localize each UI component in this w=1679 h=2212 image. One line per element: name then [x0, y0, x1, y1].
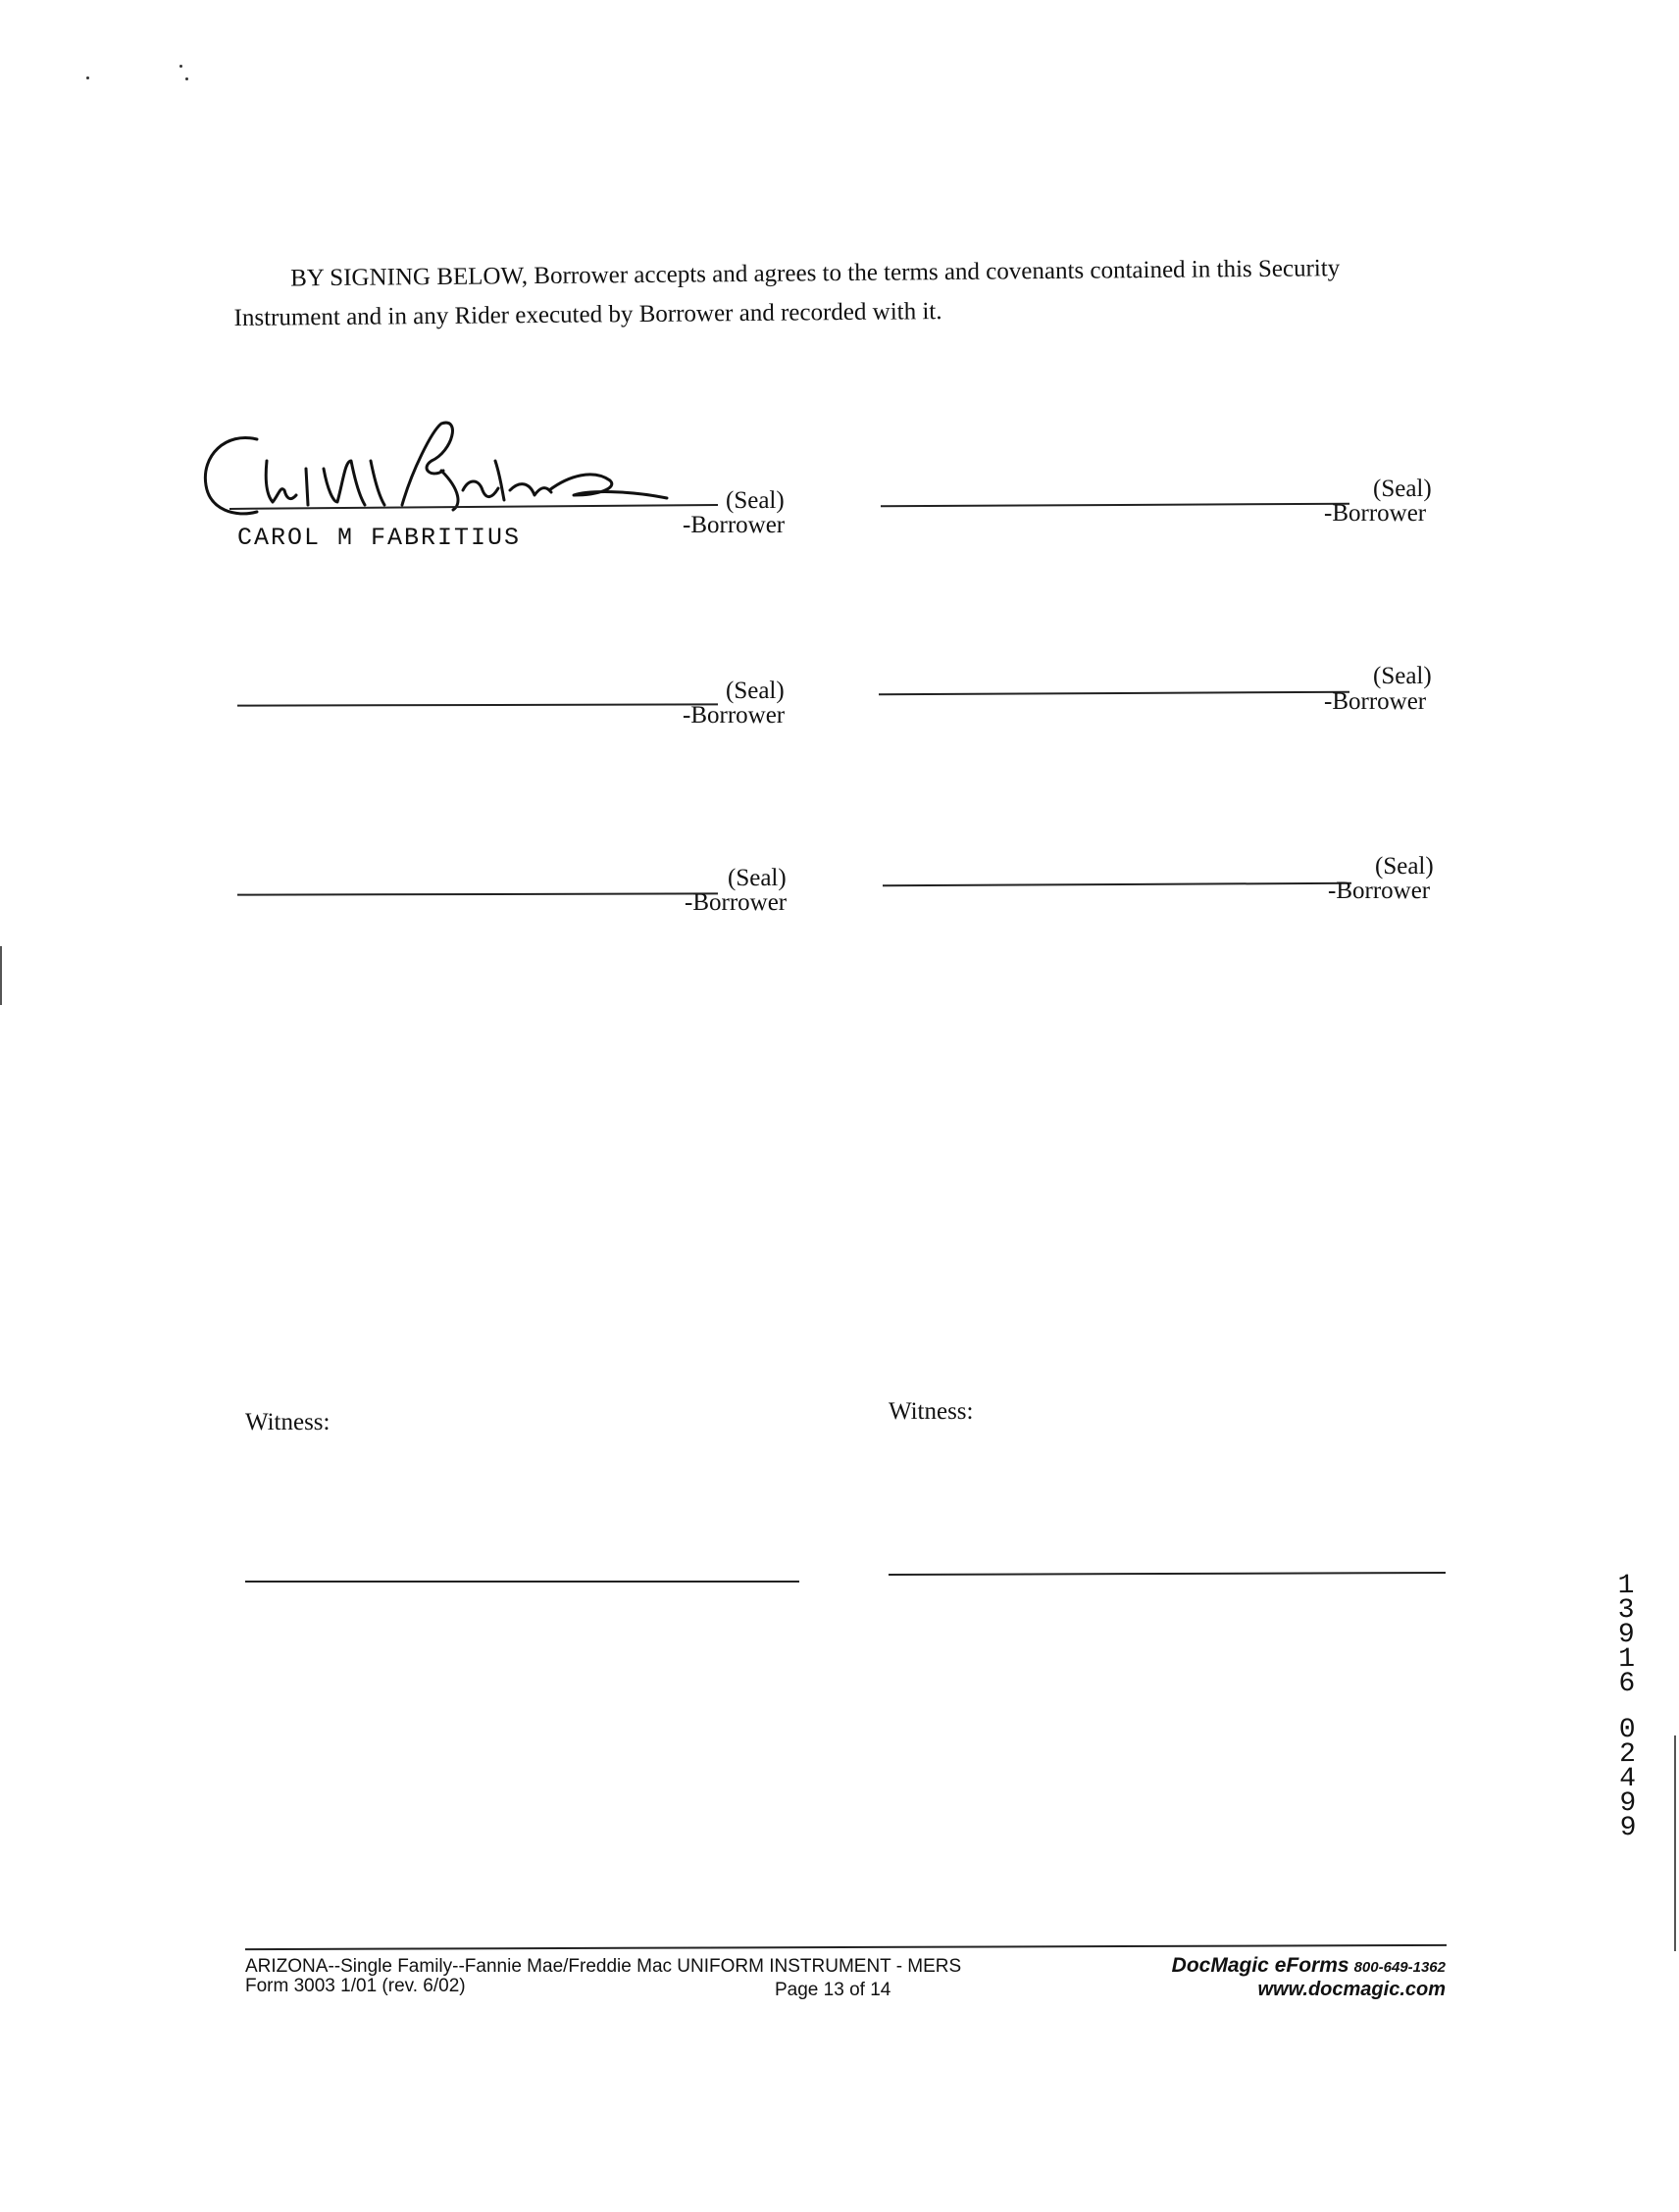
signature-line[interactable]: [879, 691, 1349, 696]
recording-digit: 9: [1619, 1812, 1637, 1844]
footer-rule: [245, 1944, 1447, 1950]
signing-statement-line-1: BY SIGNING BELOW, Borrower accepts and agrees to the terms and covenants contained in this Security: [290, 255, 1341, 292]
form-number: Form 3003 1/01 (rev. 6/02): [245, 1976, 466, 1996]
scan-edge-mark: [0, 946, 2, 1005]
borrower-label: -Borrower: [1324, 500, 1427, 527]
signature-line[interactable]: [229, 504, 718, 510]
scan-speck: [179, 65, 182, 68]
witness-label-left: Witness:: [245, 1409, 331, 1435]
seal-label: (Seal): [1373, 476, 1432, 502]
borrower-label: -Borrower: [685, 889, 788, 916]
signing-statement: [233, 248, 1441, 338]
borrower-label: -Borrower: [683, 702, 786, 729]
scan-speck: [86, 76, 89, 79]
signature-line[interactable]: [881, 503, 1349, 508]
signature-line[interactable]: [237, 892, 718, 895]
recording-digit: 0: [1618, 1714, 1636, 1746]
witness-line-left[interactable]: [245, 1581, 799, 1583]
recording-digit: 1: [1618, 1643, 1636, 1676]
vendor-brand: DocMagic eForms: [1171, 1954, 1349, 1977]
seal-label: (Seal): [726, 678, 785, 704]
recording-digit: 4: [1619, 1763, 1637, 1795]
recording-digit: 3: [1617, 1594, 1635, 1627]
witness-line-right[interactable]: [889, 1572, 1446, 1576]
signature-line[interactable]: [883, 882, 1351, 887]
seal-label: (Seal): [728, 865, 787, 891]
signature-line[interactable]: [237, 703, 718, 706]
vendor-phone: 800-649-1362: [1353, 1959, 1446, 1976]
recording-number: [1611, 1570, 1643, 1844]
borrower-label: -Borrower: [1328, 878, 1431, 904]
recording-digit: 1: [1617, 1570, 1635, 1602]
borrower-label: -Borrower: [683, 512, 786, 538]
scan-edge-mark: [1674, 1735, 1676, 1951]
seal-label: (Seal): [1373, 663, 1432, 689]
form-title: ARIZONA--Single Family--Fannie Mae/Freddie Mac UNIFORM INSTRUMENT - MERS: [245, 1956, 962, 1977]
witness-label-right: Witness:: [889, 1398, 974, 1425]
recording-digit: 6: [1618, 1668, 1636, 1700]
seal-label: (Seal): [726, 487, 785, 514]
scan-speck: [185, 77, 188, 80]
recording-digit: 9: [1619, 1787, 1637, 1820]
recording-digit: 2: [1618, 1738, 1636, 1771]
borrower-name: CAROL M FABRITIUS: [237, 524, 522, 552]
page-number: Page 13 of 14: [775, 1980, 891, 2000]
seal-label: (Seal): [1375, 853, 1434, 880]
vendor-url[interactable]: www.docmagic.com: [1257, 1979, 1446, 2000]
signing-statement-line-2: Instrument and in any Rider executed by Borrower and recorded with it.: [233, 298, 942, 331]
vendor-info: [1172, 1955, 1446, 2000]
borrower-label: -Borrower: [1324, 688, 1427, 715]
recording-digit: 9: [1617, 1619, 1635, 1651]
